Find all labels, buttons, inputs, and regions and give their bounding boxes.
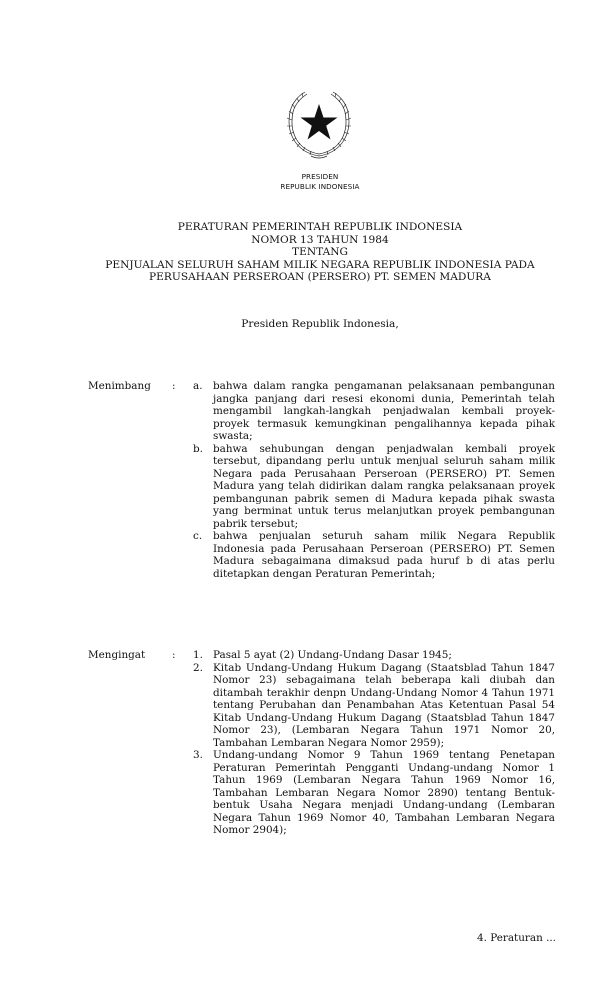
list-item: [193, 530, 555, 580]
title-line: NOMOR 13 TAHUN 1984: [251, 233, 389, 246]
document-title: [0, 221, 612, 284]
mengingat-colon: :: [172, 649, 176, 661]
item-marker: b.: [193, 442, 203, 455]
item-marker: c.: [193, 530, 203, 542]
item-marker: a.: [193, 380, 203, 392]
mengingat-list: [193, 649, 555, 837]
item-text: Pasal 5 ayat (2) Undang-Undang Dasar 1945;: [213, 649, 452, 661]
item-marker: 3.: [193, 749, 203, 761]
title-line: PERUSAHAAN PERSEROAN (PERSERO) PT. SEMEN MADURA: [149, 271, 491, 283]
menimbang-colon: :: [172, 380, 176, 392]
list-item: [193, 443, 555, 531]
page-continuation: 4. Peraturan ...: [477, 932, 556, 944]
header-line-1: PRESIDEN: [301, 172, 339, 181]
title-line: TENTANG: [292, 246, 348, 258]
presidential-emblem-icon: [283, 84, 355, 168]
list-item: [193, 380, 555, 443]
item-marker: 2.: [193, 661, 203, 674]
item-text: bahwa sehubungan dengan penjadwalan kembali proyek tersebut, dipandang perlu untuk menjual seluruh saham milik Negara pada Perusahaan Perseroan (PERSERO) PT. Semen Madura yang telah didirikan dalam rangka pelaksanaan proyek pembangunan pabrik semen di Madura kepada pihak swasta yang berminat untuk terus melanjutkan proyek pembangunan pabrik tersebut;: [213, 442, 555, 530]
list-item: [193, 649, 555, 662]
item-text: Undang-undang Nomor 9 Tahun 1969 tentang Penetapan Peraturan Pemerintah Pengganti Undang-undang Nomor 1 Tahun 1969 (Lembaran Negara Tahun 1969 Nomor 16, Tambahan Lembaran Negara Nomor 2890) tentang Bentuk-bentuk Usaha Negara menjadi Undang-undang (Lembaran Negara Tahun 1969 Nomor 40, Tambahan Lembaran Negara Nomor 2904);: [213, 749, 555, 836]
list-item: [193, 662, 555, 750]
title-line: PERATURAN PEMERINTAH REPUBLIK INDONESIA: [177, 221, 463, 233]
item-text: Kitab Undang-Undang Hukum Dagang (Staatsblad Tahun 1847 Nomor 23) sebagaimana telah beberapa kali diubah dan ditambah terakhir denpn Undang-Undang Nomor 4 Tahun 1971 tentang Perubahan dan Penambahan Atas Ketentuan Pasal 54 Kitab Undang-Undang Hukum Dagang (Staatsblad Tahun 1847 Nomor 23), (Lembaran Negara Tahun 1971 Nomor 20, Tambahan Lembaran Negara Nomor 2959);: [213, 661, 555, 749]
item-text: bahwa penjualan seturuh saham milik Negara Republik Indonesia pada Perusahaan Perseroan (PERSERO) PT. Semen Madura sebagaimana dimaksud pada huruf b di atas perlu ditetapkan dengan Peraturan Pemerintah;: [213, 530, 555, 580]
list-item: [193, 749, 555, 837]
title-line: PENJUALAN SELURUH SAHAM MILIK NEGARA REPUBLIK INDONESIA PADA: [105, 258, 535, 271]
mengingat-label: Mengingat: [88, 649, 146, 661]
preamble: Presiden Republik Indonesia,: [241, 318, 399, 330]
menimbang-list: [193, 380, 555, 580]
header-line-2: REPUBLIK INDONESIA: [280, 182, 360, 191]
item-text: bahwa dalam rangka pengamanan pelaksanaan pembangunan jangka panjang dari resesi ekonomi dunia, Pemerintah telah mengambil langkah-langkah penjadwalan kembali proyek-proyek termasuk kemungkinan pengalihannya kepada pihak swasta;: [213, 380, 555, 442]
menimbang-label: Menimbang: [88, 380, 151, 392]
item-marker: 1.: [193, 649, 203, 661]
